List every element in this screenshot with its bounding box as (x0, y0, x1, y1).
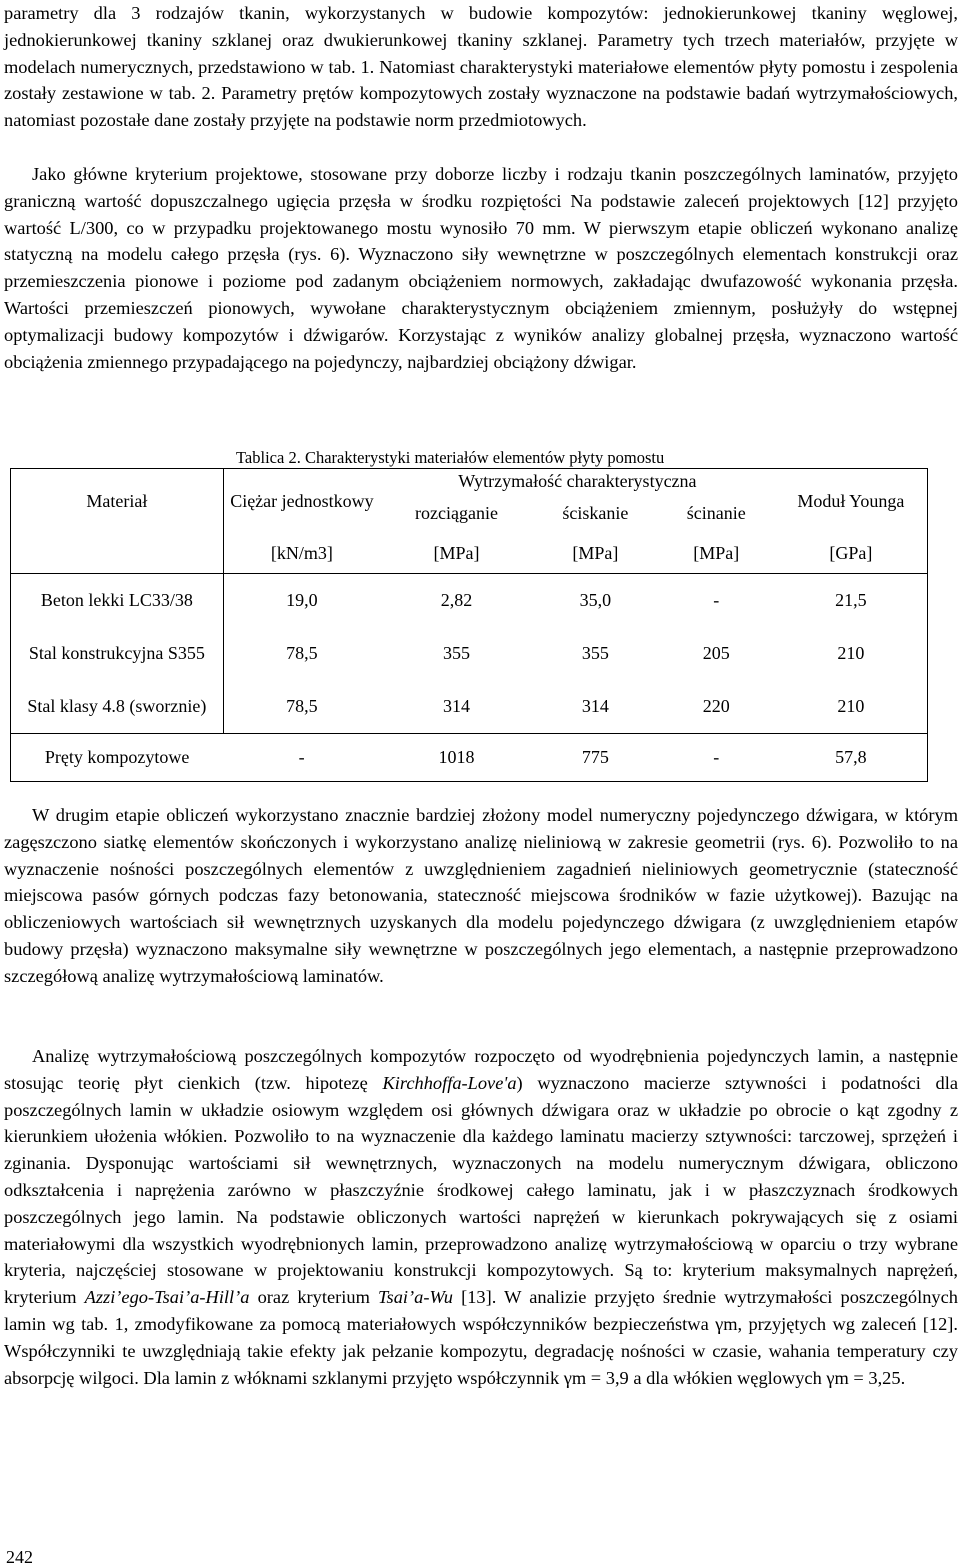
paragraph-laminate-analysis (4, 1043, 958, 1391)
cell-weight: - (223, 733, 380, 781)
cell-compression: 314 (533, 679, 658, 733)
text-part-4: [13]. W analizie przyjęto średnie wytrzymałości poszczególnych lamin wg tab. 1, zmodyfikowane za pomocą materiałowych współczynników bezpieczeństwa γm, przyjętych wg zaleceń [12]. Współczynniki te uwzględniają takie efekty jak pełzanie kompozytu, degradację nośności w czasie, wahania temperatury czy absorpcję wilgoci. Dla lamin z włóknami szklanymi przyjęto współczynnik γm = 3,9 a dla włókien węglowych γm = 3,25. (4, 1287, 958, 1388)
header-material-units-blank (11, 533, 224, 573)
unit-tension: [MPa] (380, 533, 533, 573)
cell-weight: 78,5 (223, 679, 380, 733)
text-part-1: Analizę wytrzymałościową poszczególnych kompozytów rozpoczęto od wyodrębnienia pojedynczych lamin, a następnie stosując teorię płyt cienkich (tzw. hipotezę (4, 1046, 958, 1093)
cell-material: Pręty kompozytowe (11, 733, 224, 781)
paragraph-second-stage: W drugim etapie obliczeń wykorzystano znacznie bardziej złożony model numeryczny pojedynczego dźwigara, w którym zagęszczono siatkę elementów skończonych i wykorzystano analizę nieliniową w zakresie geometrii (rys. 6). Pozwoliło to na wyznaczenie nośności poszczególnych elementów z uwzględnieniem zagadnień nieliniowych geometrycznie (stateczność miejscowa pasów górnych podczas fazy betonowania, stateczność miejscowa środników w fazie użytkowej). Bazując na obliczeniowych wartościach sił wewnętrznych uzyskanych dla modelu pojedynczego dźwigara (z uwzględnieniem etapów budowy przęsła) wyznaczono maksymalne siły wewnętrzne w poszczególnych jego elementach, a następnie przeprowadzono szczegółową analizę wytrzymałościową laminatów. (4, 805, 958, 986)
cell-material: Stal klasy 4.8 (sworznie) (11, 679, 224, 733)
table-row (11, 573, 928, 626)
cell-modulus: 57,8 (775, 733, 928, 781)
header-modulus: Moduł Younga (775, 469, 928, 534)
cell-weight: 19,0 (223, 573, 380, 626)
cell-shear: - (658, 573, 775, 626)
cell-shear: 205 (702, 642, 730, 663)
cell-compression: 775 (533, 733, 658, 781)
table-caption: Tablica 2. Charakterystyki materiałów elementów płyty pomostu (236, 448, 665, 467)
table-row (11, 733, 928, 781)
cell-material: Beton lekki LC33/38 (11, 573, 224, 626)
unit-weight: [kN/m3] (223, 533, 380, 573)
cell-compression: 355 (581, 642, 609, 663)
cell-tension: 355 (443, 642, 471, 663)
header-strength-group: Wytrzymałość charakterystyczna (380, 469, 775, 494)
criterion-azzi-tsai-hill: Azzi’ego-Tsai’a-Hill’a (84, 1287, 250, 1308)
unit-modulus: [GPa] (775, 533, 928, 573)
unit-shear: [MPa] (658, 533, 775, 573)
header-tension: rozciąganie (415, 503, 498, 523)
text-part-3: oraz kryterium (249, 1287, 379, 1308)
table-row (11, 679, 928, 733)
text-part-2: ) wyznaczono macierze sztywności i podatności dla poszczególnych lamin w układzie osiowym względem osi głównych dźwigara oraz w układzie po obrocie o kąt zgodny z kierunkiem ułożenia włókien. Pozwoliło to na wyznaczenie dla każdego laminatu macierzy sztywności: tarczowej, sprzężeń i zginania. Dysponując wartościami sił wewnętrznych, wyznaczonych na modelu numerycznym dźwigara, obliczono odkształcenia i naprężenia zarówno w płaszczyźnie środkowej całego laminatu, jak i w płaszczyznach środkowych poszczególnych jego lamin. Na podstawie obliczonych wartości naprężeń w kierunkach pokrywających się z osiami materiałowymi dla wszystkich wyodrębnionych lamin, przeprowadzono analizę wytrzymałościową w oparciu o trzy wybrane kryteria, najczęściej stosowane w projektowaniu konstrukcji kompozytowych. Są to: kryterium maksymalnych naprężeń, kryterium (4, 1072, 958, 1308)
paragraph-design-criterion: Jako główne kryterium projektowe, stosowane przy doborze liczby i rodzaju tkanin poszczególnych laminatów, przyjęto graniczną wartość dopuszczalnego ugięcia przęsła w środku rozpiętości Na podstawie zaleceń projektowych [12] przyjęto wartość L/300, co w przypadku projektowanego mostu wynosiło 70 mm. W pierwszym etapie obliczeń wykonano analizę statyczną na modelu całego przęsła (rys. 6). Wyznaczono siły wewnętrzne w poszczególnych elementach konstrukcji oraz przemieszczenia pionowe i poziome pod zadanym obciążeniem normowych, zakładając dwufazowość wykonania przęsła. Wartości przemieszczeń pionowych, wywołane charakterystycznym obciążeniem zmiennym, posłużyły do wstępnej optymalizacji budowy kompozytów i dźwigarów. Korzystając z wyników analizy globalnej przęsła, wyznaczono wartość obciążenia zmiennego przypadającego na pojedynczy, najbardziej obciążony dźwigar. (4, 164, 958, 372)
header-material: Materiał (11, 469, 224, 534)
cell-material: Stal konstrukcyjna S355 (11, 626, 224, 679)
table-row (11, 626, 928, 679)
header-compression: ściskanie (562, 503, 629, 523)
page-number: 242 (6, 1547, 33, 1567)
cell-tension: 2,82 (380, 573, 533, 626)
unit-compression: [MPa] (533, 533, 658, 573)
cell-modulus: 210 (775, 626, 928, 679)
header-weight: Ciężar jednostkowy (223, 469, 380, 534)
hypothesis-name: Kirchhoffa-Love'a (382, 1072, 517, 1093)
cell-compression: 35,0 (533, 573, 658, 626)
cell-tension: 314 (380, 679, 533, 733)
cell-tension: 1018 (380, 733, 533, 781)
paragraph-materials-intro: parametry dla 3 rodzajów tkanin, wykorzystanych w budowie kompozytów: jednokierunkowej tkaniny węglowej, jednokierunkowej tkaniny szklanej oraz dwukierunkowej tkaniny szklanej. Parametry tych trzech materiałów, przyjęte w modelach numerycznych, przedstawiono w tab. 1. Natomiast charakterystyki materiałowe elementów płyty pomostu i zespolenia zostały zestawione w tab. 2. Parametry prętów kompozytowych zostały wyznaczone na podstawie badań wytrzymałościowych, natomiast pozostałe dane zostały przyjęte na podstawie norm przedmiotowych. (4, 3, 958, 131)
materials-table (10, 468, 928, 782)
cell-modulus: 21,5 (775, 573, 928, 626)
cell-shear: - (658, 733, 775, 781)
cell-shear: 220 (658, 679, 775, 733)
header-shear: ścinanie (686, 503, 746, 523)
cell-modulus: 210 (775, 679, 928, 733)
criterion-tsai-wu: Tsai’a-Wu (378, 1287, 453, 1308)
cell-weight: 78,5 (223, 626, 380, 679)
